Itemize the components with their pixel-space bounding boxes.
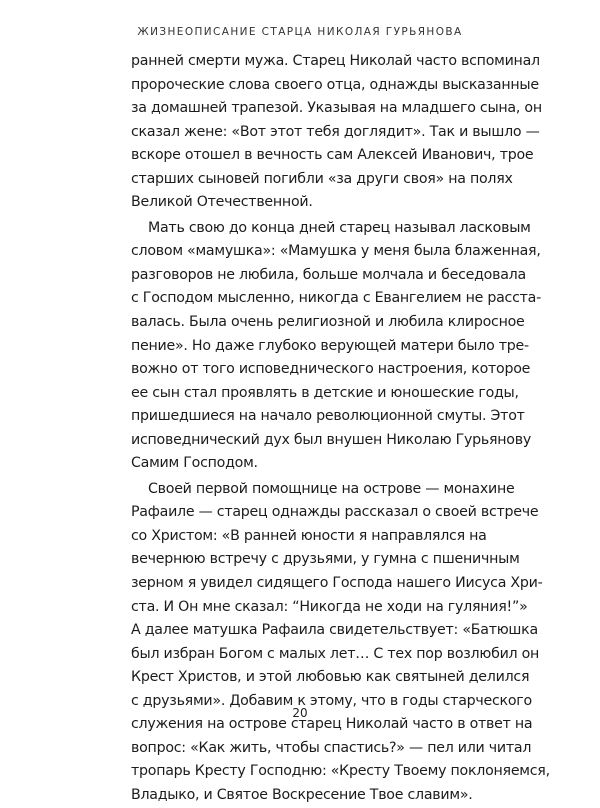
- text-line: со Христом: «В ранней юности я направлялся на: [131, 527, 487, 544]
- text-line: Самим Господом.: [131, 455, 258, 472]
- text-line: пророческие слова своего отца, однажды высказанные: [131, 76, 539, 93]
- text-line: старших сыновей погибли «за други своя» на полях: [131, 170, 513, 187]
- text-line: Мать свою до конца дней старец называл ласковым: [148, 219, 531, 236]
- text-line: за домашней трапезой. Указывая на младшего сына, он: [131, 100, 542, 117]
- text-line: Крест Христов, и этой любовью как святыней делился: [131, 669, 530, 686]
- text-line: Великой Отечественной.: [131, 194, 313, 211]
- text-line: служения на острове старец Николай часто в ответ на: [131, 716, 533, 733]
- paragraph-2: [131, 217, 541, 476]
- body-text: [131, 50, 550, 808]
- running-header: ЖИЗНЕОПИСАНИЕ СТАРЦА НИКОЛАЯ ГУРЬЯНОВА: [137, 26, 463, 38]
- text-line: был избран Богом с малых лет… С тех пор возлюбил он: [131, 645, 540, 662]
- text-line: А далее матушка Рафаила свидетельствует: «Батюшка: [131, 622, 538, 639]
- text-line: ее сын стал проявлять в детские и юношеские годы,: [131, 384, 519, 401]
- text-line: валась. Была очень религиозной и любила клиросное: [131, 314, 525, 331]
- text-line: исповеднический дух был внушен Николаю Гурьянову: [131, 431, 531, 448]
- text-line: с Господом мысленно, никогда с Евангелием не расста-: [131, 290, 541, 307]
- text-line: Рафаиле — старец однажды рассказал о своей встрече: [131, 504, 539, 521]
- text-line: разговоров не любила, больше молчала и беседовала: [131, 266, 526, 283]
- paragraph-1: [131, 50, 542, 215]
- text-line: зерном я увидел сидящего Господа нашего Иисуса Хри-: [131, 575, 543, 592]
- text-line: Владыко, и Святое Воскресение Твое славим».: [131, 786, 473, 803]
- text-line: вечернюю встречу с друзьями, у гумна с пшеничным: [131, 551, 520, 568]
- text-line: вожно от того исповеднического настроения, которое: [131, 361, 531, 378]
- paragraph-3: [131, 478, 550, 808]
- text-line: с друзьями». Добавим к этому, что в годы старческого: [131, 692, 532, 709]
- text-line: пение». Но даже глубоко верующей матери было тре-: [131, 337, 529, 354]
- page-number: 20: [292, 706, 308, 720]
- text-line: вскоре отошел в вечность сам Алексей Иванович, трое: [131, 147, 534, 164]
- text-line: тропарь Кресту Господню: «Кресту Твоему поклоняемся,: [131, 763, 550, 780]
- text-line: ранней смерти мужа. Старец Николай часто вспоминал: [131, 53, 540, 69]
- text-line: пришедшиеся на начало революционной смуты. Этот: [131, 408, 525, 425]
- text-line: ста. И Он мне сказал: “Никогда не ходи на гуляния!”»: [131, 598, 528, 615]
- text-line: вопрос: «Как жить, чтобы спастись?» — пел или читал: [131, 739, 532, 756]
- text-line: Своей первой помощнице на острове — монахине: [148, 480, 515, 497]
- text-line: сказал жене: «Вот этот тебя доглядит». Так и вышло —: [131, 123, 540, 140]
- text-line: словом «мамушка»: «Мамушка у меня была блаженная,: [131, 243, 541, 260]
